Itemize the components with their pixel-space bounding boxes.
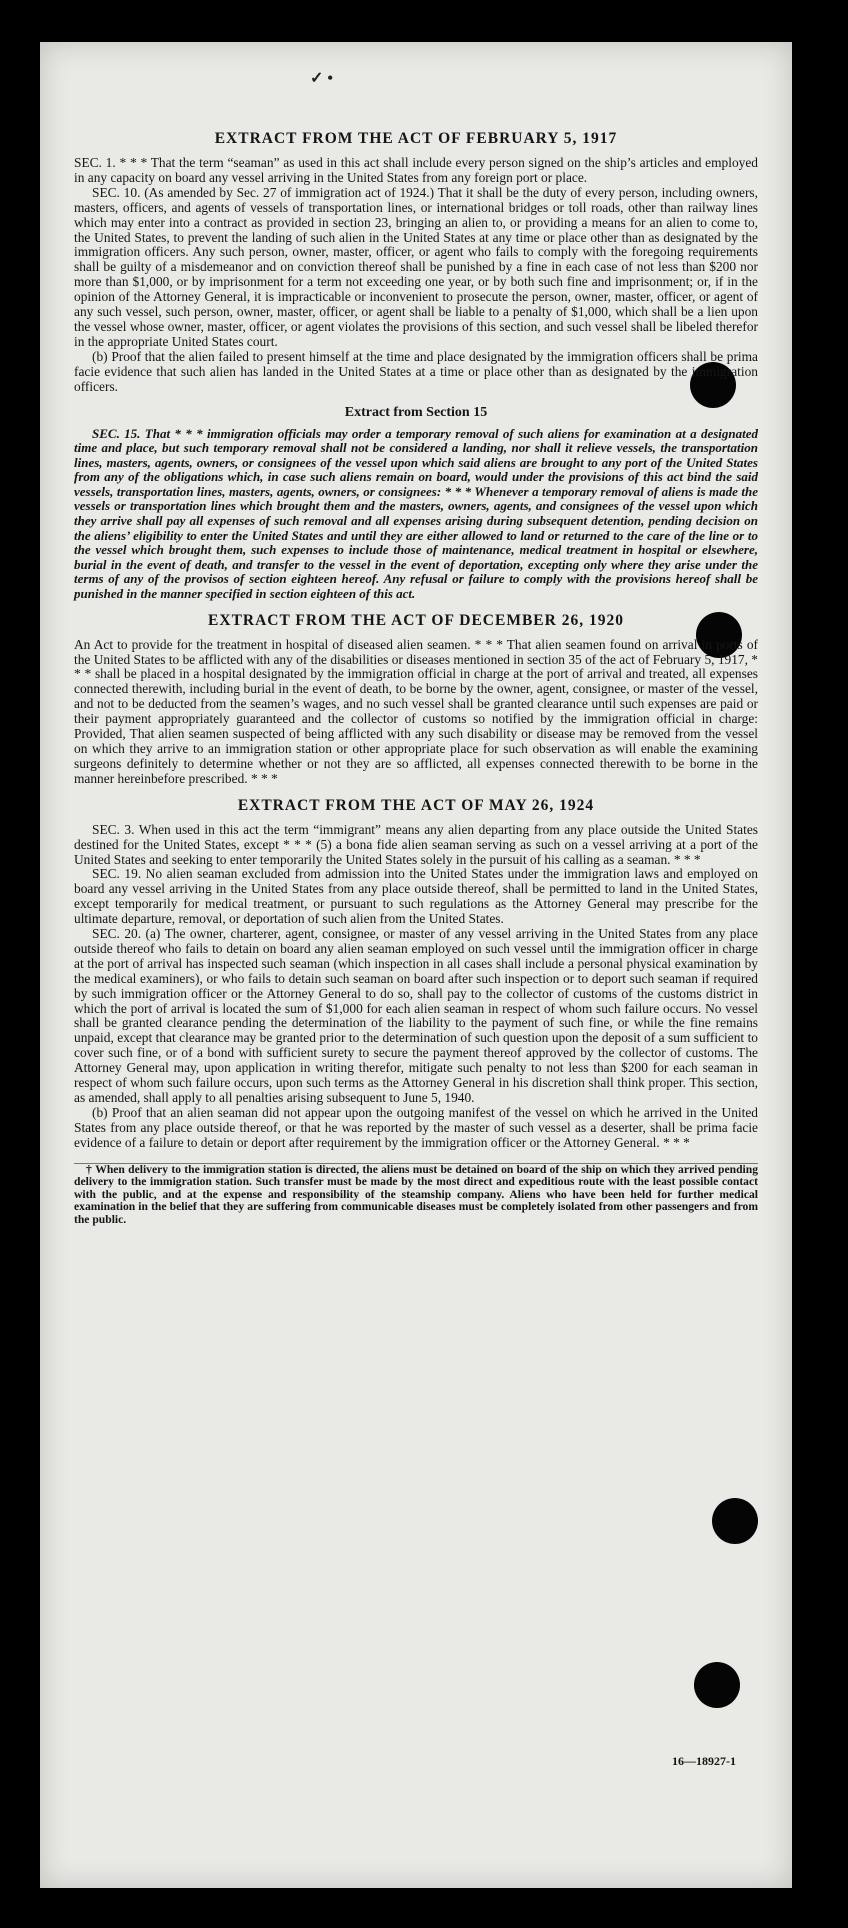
section-heading: EXTRACT FROM THE ACT OF DECEMBER 26, 1920 xyxy=(208,611,624,629)
paragraph: SEC. 10. (As amended by Sec. 27 of immigration act of 1924.) That it shall be the duty of every person, including owners, masters, officers, and agents of vessels of transportation lines, or international bridges or toll roads, other than railway lines which may enter into a contract as provided in section 23, bringing an alien to, or providing a means for an alien to come to, the United States, to prevent the landing of such alien in the United States at any time or place other than as designated by the immigration officers. Any such person, owner, master, officer, or agent who fails to comply with the foregoing requirements shall be guilty of a misdemeanor and on conviction thereof shall be punished by a fine in each case of not less than $200 nor more than $1,000, or by imprisonment for a term not exceeding one year, or by both such fine and imprisonment; or, if in the opinion of the Attorney General, it is impracticable or inconvenient to prosecute the person, owner, master, officer, or agent of any such vessel, such person, owner, master, officer, or agent shall be liable to a penalty of $1,000, which shall be a lien upon the vessel whose owner, master, officer, or agent violates the provisions of this section, and such vessel shall be libeled therefor in the appropriate United States court. xyxy=(74,184,758,349)
form-number: 16—18927-1 xyxy=(672,1754,736,1768)
paragraph: SEC. 15. That * * * immigration officials may order a temporary removal of such aliens for examination at a designated time and place, but such temporary removal shall not be considered a landing, nor shall it relieve vessels, the transportation lines, masters, agents, owners, or consignees of the vessel upon which said aliens are brought to any port of the United States from any of the obligations which, in case such aliens remain on board, would under the provisions of this act bind the said vessels, transportation lines, masters, agents, owners, or consignees: * * * Whenever a temporary removal of aliens is made the vessels or transportation lines which brought them and the masters, owners, agents, and consignees of the vessel upon which they arrive shall pay all expenses of such removal and all expenses arising during subsequent detention, pending decision on the aliens’ eligibility to enter the United States and until they are either allowed to land or returned to the care of the line or to the vessel which brought them, such expenses to include those of maintenance, medical treatment in hospital or elsewhere, burial in the event of death, and transfer to the vessel in the event of deportation, excepting only where they arise under the terms of any of the provisos of section eighteen hereof. Any refusal or failure to comply with the provisions hereof shall be punished in the manner specified in section eighteen of this act. xyxy=(74,425,758,602)
extract-1917 xyxy=(74,130,758,395)
section-heading: Extract from Section 15 xyxy=(344,404,488,420)
section-heading: EXTRACT FROM THE ACT OF FEBRUARY 5, 1917 xyxy=(214,130,618,147)
paragraph: SEC. 3. When used in this act the term “immigrant” means any alien departing from any place outside the United States destined for the United States, except * * * (5) a bona fide alien seaman serving as such on a vessel arriving at a port of the United States and seeking to enter temporarily the United States solely in the pursuit of his calling as a seaman. * * * xyxy=(74,821,758,867)
section-heading: EXTRACT FROM THE ACT OF MAY 26, 1924 xyxy=(237,796,595,814)
paragraph: SEC. 19. No alien seaman excluded from admission into the United States under the immigration laws and employed on board any vessel arriving in the United States from any place outside thereof, shall be permitted to land in the United States, except temporarily for medical treatment, or pursuant to such regulations as the Attorney General may prescribe for the ultimate departure, removal, or deportation of such alien from the United States. xyxy=(74,866,758,927)
paragraph: An Act to provide for the treatment in hospital of diseased alien seamen. * * * That alien seamen found on arrival in ports of the United States to be afflicted with any of the disabilities or diseases mentioned in section 35 of the act of February 5, 1917, * * * shall be placed in a hospital designated by the immigration official in charge at the port of arrival and treated, all expenses connected therewith, including burial in the event of death, to be borne by the owner, agent, consignee, or master of the vessel, and not to be deducted from the seamen’s wages, and no such vessel shall be granted clearance until such expenses are paid or their payment appropriately guaranteed and the collector of customs so notified by the immigration official in charge: Provided, That alien seamen suspected of being afflicted with any such disability or disease may be removed from the vessel on which they arrive to an immigration station or other appropriate place for such observation as will enable the examining surgeons definitely to determine whether or not they are so afflicted, all expenses connected therewith to be borne in the manner hereinbefore prescribed. * * * xyxy=(74,636,759,786)
footnote-text: † When delivery to the immigration station is directed, the aliens must be detained on board of the ship on which they arrived pending delivery to the immigration station. Such transfer must be made by the most direct and expeditious route with the least possible contact with the public, and at the expense and responsibility of the steamship company. Aliens who have been held for further medical examination in the belief that they are suffering from communicable diseases must be completely isolated from other passengers and from the public. xyxy=(74,1162,758,1226)
punch-hole xyxy=(694,1662,740,1708)
punch-hole xyxy=(712,1498,758,1544)
paragraph: SEC. 20. (a) The owner, charterer, agent, consignee, or master of any vessel arriving in the United States from any place outside thereof who fails to detain on board any alien seaman employed on such vessel until the immigration officer in charge at the port of arrival has inspected such seaman (which inspection in all cases shall include a personal physical examination by the medical examiners), or who fails to detain such seaman on board after such inspection or to deport such seaman if required by such immigration officer or the Attorney General to do so, shall pay to the collector of customs of the customs district in which the port of arrival is located the sum of $1,000 for each alien seaman in respect of whom such failure occurs. No vessel shall be granted clearance pending the determination of the liability to the payment of such fine, or while the fine remains unpaid, except that clearance may be granted prior to the determination of such question upon the deposit of a sum sufficient to cover such fine, or of a bond with sufficient surety to secure the payment thereof approved by the collector of customs. The Attorney General may, upon application in writing therefor, mitigate such penalty to not less than $200 for each seaman in respect of whom such failure occurs, upon such terms as the Attorney General in his discretion shall think proper. This section, as amended, shall apply to all penalties arising subsequent to June 5, 1940. xyxy=(74,926,758,1105)
extract-1920 xyxy=(74,612,758,787)
extract-1924 xyxy=(74,797,758,1151)
paragraph: (b) Proof that the alien failed to present himself at the time and place designated by the immigration officers shall be prima facie evidence that such alien has landed in the United States at a time or place other than as designated by the immigration officers. xyxy=(74,348,758,394)
document-body xyxy=(74,130,758,1227)
paragraph: (b) Proof that an alien seaman did not appear upon the outgoing manifest of the vessel on which he arrived in the United States from any place outside thereof, or that he was reported by the master of such vessel as a deserter, shall be prima facie evidence of a failure to detain or deport after requirement by the immigration officer or the Attorney General. * * * xyxy=(74,1104,758,1150)
extract-section-15 xyxy=(74,405,758,602)
document-page xyxy=(40,42,792,1888)
paragraph: SEC. 1. * * * That the term “seaman” as used in this act shall include every person signed on the ship’s articles and employed in any capacity on board any vessel arriving in the United States from any foreign port or place. xyxy=(74,155,758,185)
pen-mark: ✓ • xyxy=(310,70,334,87)
footnote xyxy=(74,1163,758,1227)
